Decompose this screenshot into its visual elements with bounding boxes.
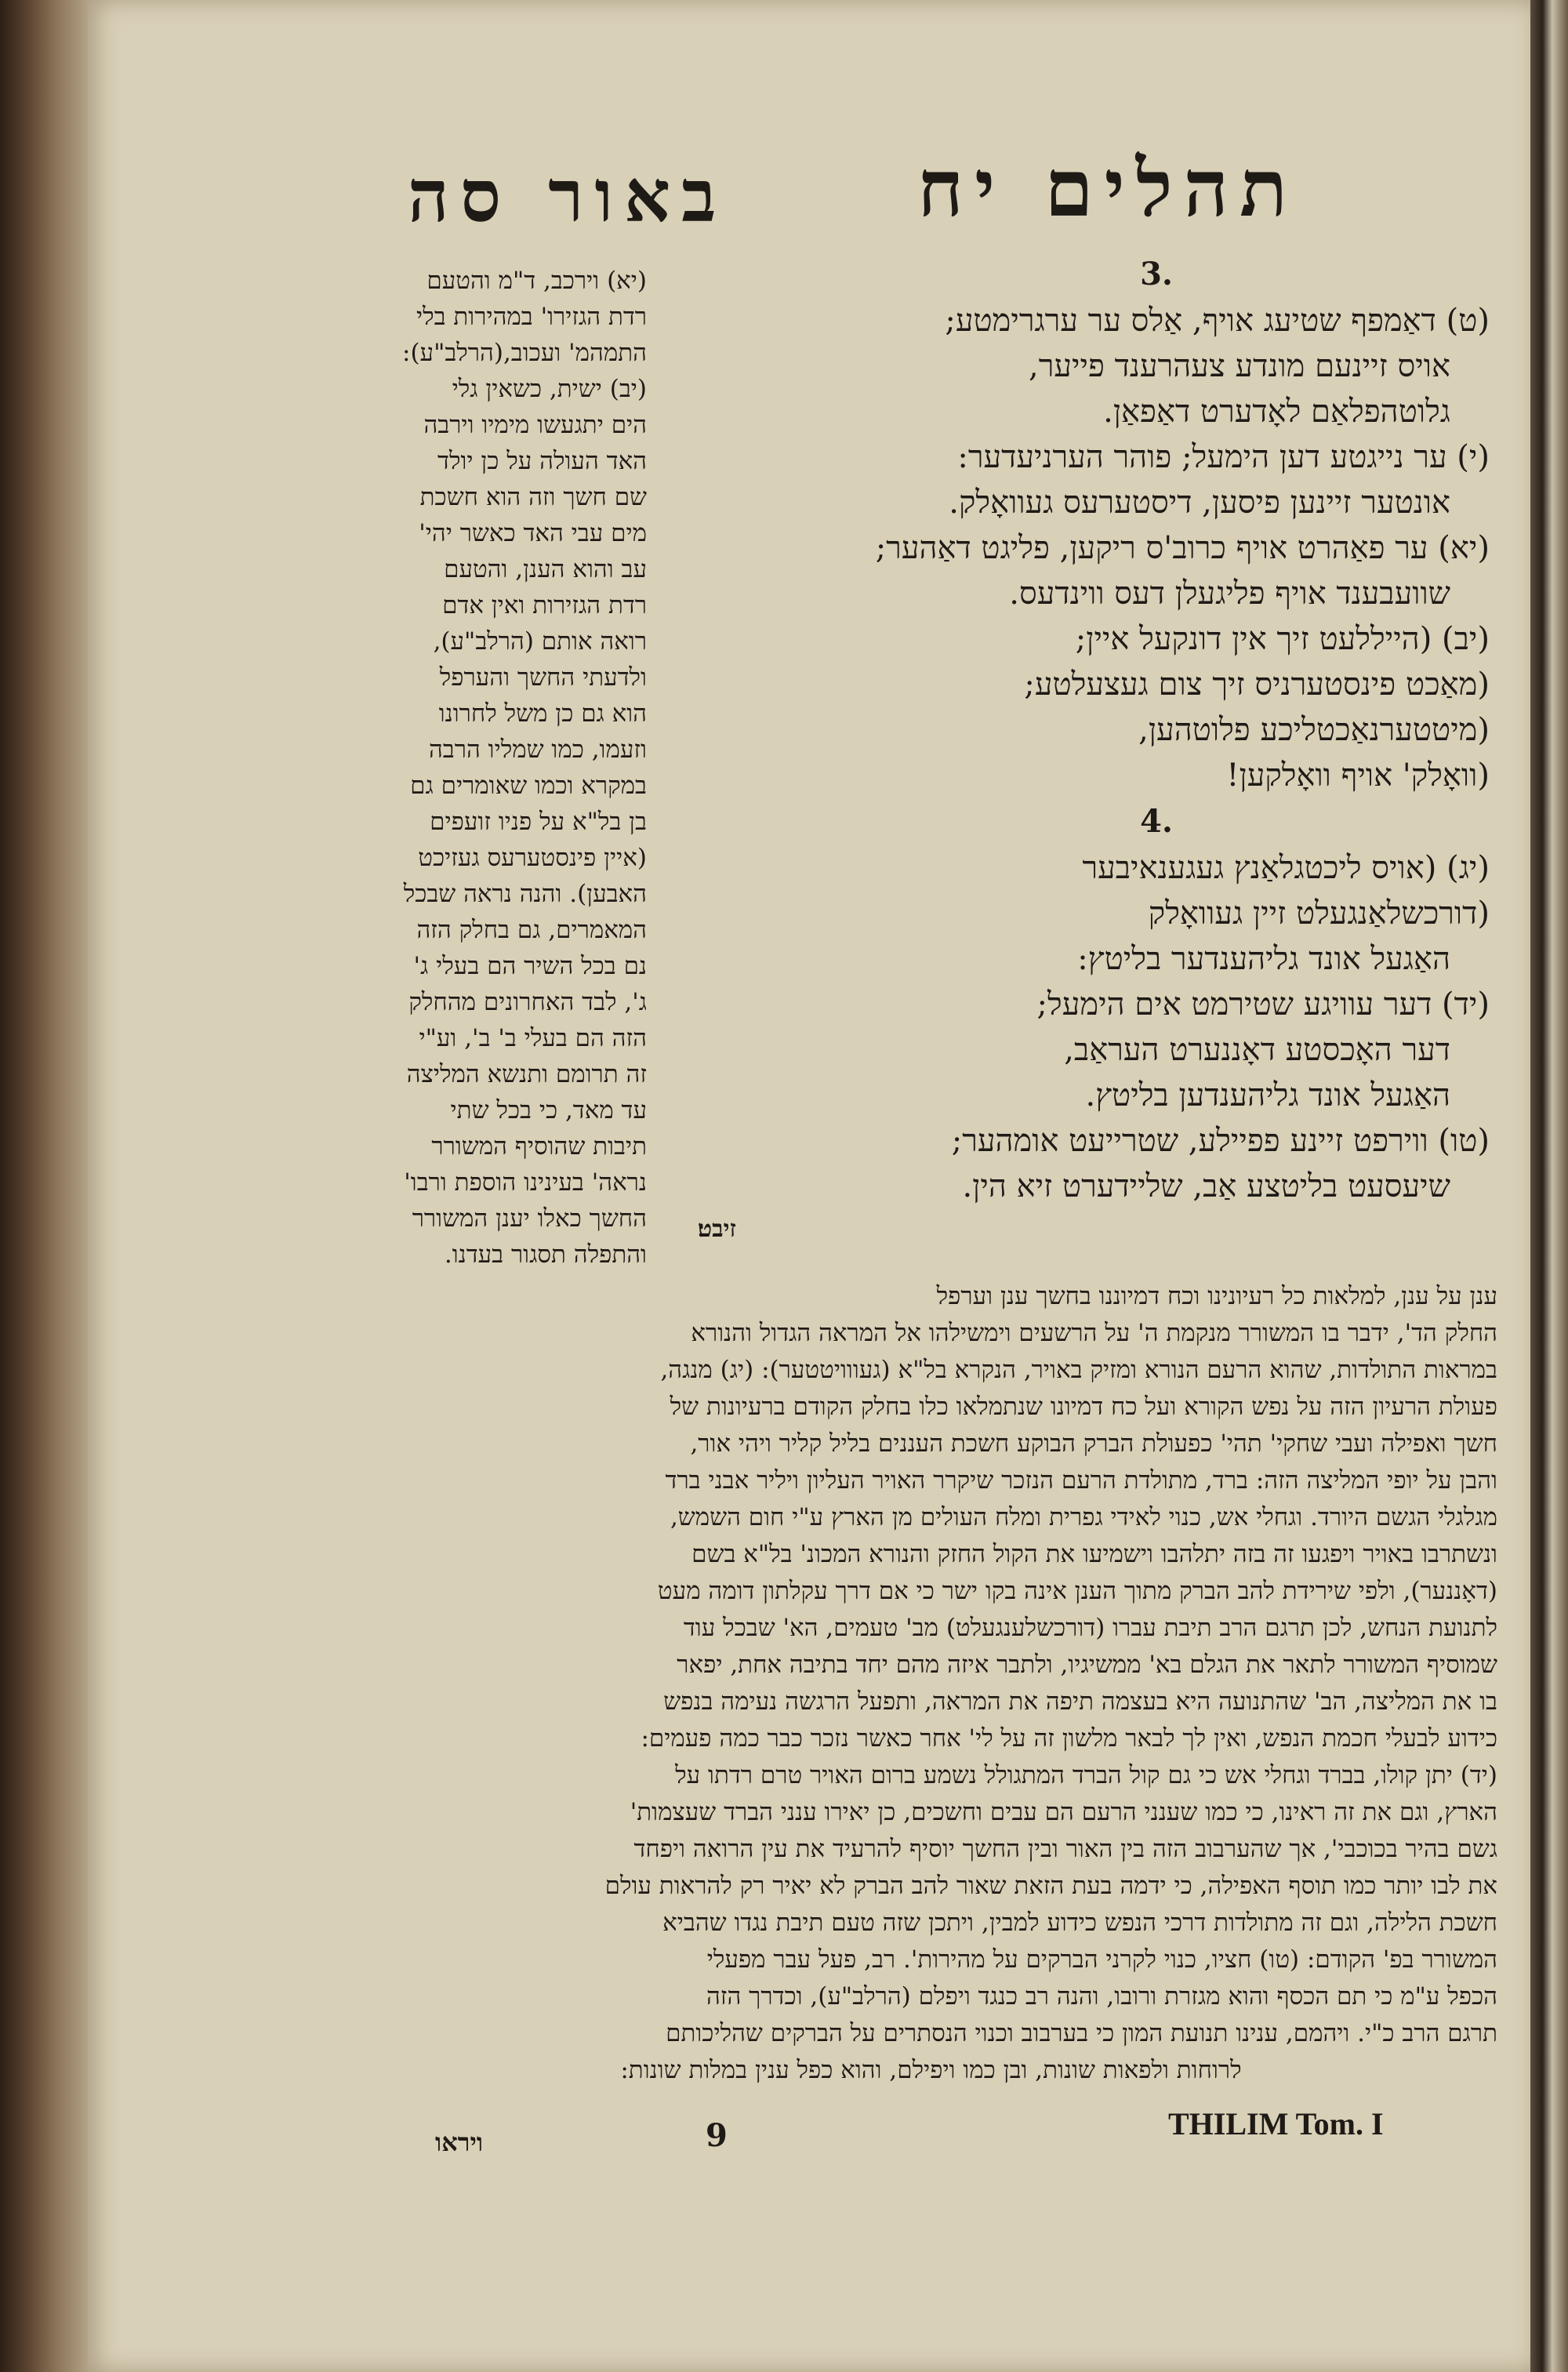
text-line	[365, 479, 647, 515]
text-line-content: המשורר בפ' הקודם: (טו) חציו, כנוי לקרני הברקים על מהירות'. רב, פעל עבר מפעלי	[706, 1945, 1497, 1974]
text-line-content: שיעסעט בליטצע אַב, שליידערט זיא הין.	[962, 1168, 1450, 1204]
text-line-content: (יא) וירכב, ד"מ והטעם	[426, 267, 647, 295]
text-line	[365, 948, 647, 984]
text-line	[365, 2015, 1497, 2052]
text-line-content: האבען). והנה נראה שבכל	[403, 880, 647, 908]
text-line	[365, 840, 647, 876]
text-line-content: שמוסיף המשורר לתאר את הגלם בא' ממשיגיו, ולתבר איזה מהם יחד בתיבה אחת, יפאר	[677, 1651, 1497, 1679]
text-line	[365, 407, 647, 443]
text-line-content: (וואָלק' אויף וואָלקען!	[1226, 757, 1490, 794]
text-line-content: תיבות שהוסיף המשורר	[431, 1132, 647, 1161]
catchword: זיבט׃	[698, 1215, 736, 1243]
text-line-content: חשכת הלילה, וגם זה מתולדות דרכי הנפש כידוע למבין, ויתכן שזה טעם תיבת נגדו שהביא	[662, 1909, 1497, 1937]
text-line-content: רדת הגזירו' במהירות בלי	[416, 303, 647, 331]
text-line	[365, 623, 647, 659]
text-line-content: את לבו יותר כמו תוסף האפילה, כי ידמה בעת הזאת שאור להב הברק לא יאיר רק להראות עולם	[604, 1872, 1497, 1900]
text-line	[365, 1684, 1497, 1720]
text-line-content: (יא) ער פאַהרט אויף כרוב'ס ריקען, פליגט דאַהער;	[875, 530, 1490, 566]
text-line	[365, 515, 647, 551]
text-line	[823, 982, 1490, 1027]
text-line-content: עד מאד, כי בכל שתי	[450, 1096, 647, 1124]
text-line-content: זה תרומם ותנשא המליצה	[406, 1060, 647, 1088]
text-line-content: האד העולה על כן יולד	[437, 447, 647, 475]
text-line-content: (י) ער נייגטע דען הימעל; פוהר הערניעדער:	[957, 439, 1490, 475]
text-line	[365, 335, 647, 371]
text-line	[365, 1278, 1497, 1315]
text-line	[823, 1118, 1490, 1164]
text-line	[823, 389, 1490, 434]
text-line	[823, 707, 1490, 753]
text-line	[823, 525, 1490, 571]
text-line-content: אויס זיינעם מונדע צעהרענד פייער,	[1029, 348, 1450, 384]
text-line-content: הים יתגעשו מימיו וירבה	[423, 411, 647, 439]
text-line-content: (דאָננער), ולפי שירידת להב הברק מתוך הענן אינה בקו ישר כי אם דרך עקלתון דומה מעט	[657, 1577, 1497, 1605]
text-line	[365, 804, 647, 840]
text-line	[365, 371, 647, 407]
text-line-content: רואה אותם (הרלב"ע),	[433, 627, 647, 656]
text-line	[365, 696, 647, 732]
text-line-content: (יד) דער עוויגע שטירמט אים הימעל;	[1036, 986, 1490, 1023]
text-line-content: פעולת הרעיון הזה על נפש הקורא ועל כח דמיונו שנתמלאו כלו בחלק הקודם ברעיונות של	[670, 1393, 1497, 1421]
text-line-content: מים עבי האד כאשר יהי'	[419, 519, 647, 547]
text-line	[365, 1831, 1497, 1868]
text-line-content: בו את המליצה, הב' שהתנועה היא בעצמה תיפה את המראה, ותפעל הרגשה נעימה בנפש	[663, 1687, 1497, 1716]
text-line	[365, 768, 647, 804]
text-line	[365, 1164, 647, 1201]
text-line	[823, 662, 1490, 707]
text-line-content: המאמרים, גם בחלק הזה	[416, 916, 647, 944]
text-line	[365, 1905, 1497, 1942]
text-line	[365, 1573, 1497, 1610]
text-line	[365, 659, 647, 696]
text-line-content: (ט) דאַמפף שטיעג אויף, אַלס ער ערגרימטע;	[945, 303, 1490, 339]
text-line-content: התמהמ' ועכוב,(הרלב"ע):	[402, 339, 647, 367]
section-number: 3.	[1140, 256, 1173, 292]
text-line-content: שם חשך וזה הוא חשכת	[419, 483, 647, 511]
text-line-content: מגלגלי הגשם היורד. וגחלי אש, כנוי לאידי גפרית ומלח העולים מן הארץ ע"י חום השמש,	[670, 1503, 1497, 1531]
text-line-content: במראות התולדות, שהוא הרעם הנורא ומזיק באויר, הנקרא בל"א (געווויטטער): (יג) מנגה,	[660, 1356, 1497, 1384]
text-line-content: (יד) יתן קולו, בברד וגחלי אש כי גם קול הברד המתגולל נשמע ברום האויר טרם רדתו על	[675, 1761, 1497, 1789]
text-line	[365, 1315, 1497, 1352]
signature-mark: THILIM Tom. I	[1168, 2106, 1384, 2141]
text-line	[365, 1237, 647, 1273]
text-line	[365, 1462, 1497, 1499]
text-line	[365, 1757, 1497, 1794]
text-line	[823, 434, 1490, 480]
footer-catchword: ויראו	[435, 2127, 484, 2157]
text-line	[365, 1128, 647, 1164]
text-line-content: חשך ואפילה ועבי שחקי' תהי' כפעולת הברק הבוקע חשכת העננים בליל קליר ויהי אור,	[690, 1429, 1497, 1458]
text-line-content: ולדעתי החשך והערפל	[439, 663, 647, 692]
text-line	[823, 616, 1490, 662]
text-line-content: דער האָכסטע דאָננערט העראַב,	[1064, 1032, 1450, 1068]
text-line-content: (טו) ווירפט זיינע פפיילע, שטרייעט אומהער;	[951, 1123, 1490, 1159]
text-line	[365, 984, 647, 1020]
verse-block-1	[823, 298, 1490, 798]
text-line-content: (יב) ישית, כשאין גלי	[452, 375, 647, 403]
book-edge-left	[0, 0, 93, 2372]
text-line	[823, 753, 1490, 798]
text-line	[365, 551, 647, 587]
text-line-content: הוא גם כן משל לחרונו	[438, 699, 647, 728]
text-line-content: וזעמו, כמו שמליו הרבה	[428, 736, 647, 764]
text-line-content: תרגם הרב כ"י. ויהמם, ענינו תנועת המון כי בערבוב וכנוי הנסתרים על הברקים שהליכותם	[666, 2019, 1497, 2047]
text-line	[365, 1056, 647, 1092]
text-line	[823, 936, 1490, 982]
text-line-content: הזה הם בעלי ב' ב', וע"י	[419, 1024, 647, 1052]
text-line	[365, 1389, 1497, 1426]
text-line	[365, 1092, 647, 1128]
verse-block-2	[823, 845, 1490, 1209]
text-line-content: האַגעל אונד גליהענדער בליטץ:	[1077, 941, 1450, 977]
text-line-content: (יב) (הייללעט זיך אין דונקעל איין;	[1075, 621, 1490, 657]
text-line	[365, 876, 647, 912]
commentary-heading: באור סה	[408, 154, 728, 238]
text-line-content: הכפל ע"מ כי תם הכסף והוא מגזרת ורובו, והנה רב כנגד ויפלם (הרלב"ע), וכדרך הזה	[706, 1982, 1497, 2011]
text-line	[365, 732, 647, 768]
text-line	[365, 2052, 1497, 2089]
text-line-content: שוועבענד אויף פליגעלן דעס ווינדעס.	[1009, 576, 1450, 612]
text-line	[365, 263, 647, 299]
text-line	[365, 1610, 1497, 1647]
text-line	[365, 1536, 1497, 1573]
text-line	[365, 299, 647, 335]
text-line-content: (יג) (אויס ליכטגלאַנץ געגענאיבער	[1082, 850, 1490, 886]
text-line-content: החשך כאלו יענן המשורר	[412, 1204, 647, 1233]
text-line-content: האַגעל אונד גליהענדען בליטץ.	[1085, 1077, 1450, 1113]
text-line	[365, 1020, 647, 1056]
text-line	[365, 1868, 1497, 1905]
text-line-content: ג', לבד האחרונים מהחלק	[408, 988, 647, 1016]
verse-column	[823, 251, 1490, 1209]
text-line-content: גלוטהפלאַם לאָדערט דאַפאַן.	[1103, 394, 1450, 430]
text-line	[365, 1352, 1497, 1389]
text-line	[365, 1720, 1497, 1757]
text-line-content: (איין פינסטערעס געזיכט	[418, 844, 647, 872]
text-line-content: נם בכל השיר הם בעלי ג'	[413, 952, 647, 980]
text-line	[365, 1499, 1497, 1536]
text-line-content: (מיטטערנאַכטליכע פלוטהען,	[1138, 712, 1490, 748]
text-line	[823, 1027, 1490, 1073]
book-edge-right	[1529, 0, 1568, 2372]
text-line-content: אונטער זיינען פיסען, דיסטערעס געוואָלק.	[949, 485, 1450, 521]
text-line	[365, 1647, 1497, 1684]
text-line	[823, 845, 1490, 891]
text-line	[365, 1978, 1497, 2015]
text-line	[823, 571, 1490, 616]
text-line	[823, 1073, 1490, 1118]
text-line-content: החלק הד', ידבר בו המשורר מנקמת ה' על הרשעים וימשילהו אל המראה הגדול והנורא	[691, 1319, 1497, 1347]
text-line	[365, 1426, 1497, 1462]
text-line	[365, 443, 647, 479]
text-line	[823, 1164, 1490, 1209]
text-line-content: גשם בהיר בכוכבי', אך שהערבוב הזה בין האור ובין החשך יוסיף להרעיד את עין הרואה ויפחד	[633, 1835, 1497, 1863]
text-line	[365, 1942, 1497, 1978]
text-line-content: נראה' בעינינו הוספת ורבו'	[404, 1168, 647, 1197]
text-line-content: בן בל"א על פניו זועפים	[430, 808, 647, 836]
text-line-content: ונשתרבו באויר ויפגעו זה בזה יתלהבו וישמיעו את הקול החזק והנורא המכונ' בל"א בשם	[691, 1540, 1497, 1568]
text-line	[365, 1794, 1497, 1831]
text-line-content: (מאַכט פינסטערניס זיך צום געצעלטע;	[1024, 667, 1490, 703]
section-number: 4.	[1140, 803, 1173, 840]
text-line	[823, 480, 1490, 525]
commentary-column	[365, 263, 647, 1273]
psalm-heading: תהלים יח	[917, 142, 1299, 234]
text-line-content: לתנועת הנחש, לכן תרגם הרב תיבת עברו (דורכשלענגעלט) מב' טעמים, הא' שבכל עוד	[683, 1614, 1497, 1642]
text-line	[823, 343, 1490, 389]
text-line	[823, 891, 1490, 936]
text-line-content: לרוחות ולפאות שונות, ובן כמו ויפילם, והוא כפל ענין במלות שונות:	[620, 2056, 1242, 2084]
text-line	[365, 587, 647, 623]
text-line-content: במקרא וכמו שאומרים גם	[410, 772, 647, 800]
text-line-content: והבן על יופי המליצה הזה: ברד, מתולדת הרעם הנזכר שיקרר האויר העליון ויליר אבני ברד	[665, 1466, 1497, 1495]
text-line	[365, 1201, 647, 1237]
commentary-full	[365, 1278, 1497, 2089]
text-line	[823, 298, 1490, 343]
text-line	[365, 912, 647, 948]
text-line-content: עב והוא הענן, והטעם	[444, 555, 647, 583]
text-line-content: רדת הגזירות ואין אדם	[442, 591, 647, 619]
text-line-content: כידוע לבעלי חכמת הנפש, ואין לך לבאר מלשון זה על לי' אחר כאשר נזכר כבר כמה פעמים:	[641, 1724, 1497, 1753]
text-line-content: ענן על ענן, למלאות כל רעיונינו וכח דמיוננו בחשך ענן וערפל	[936, 1282, 1497, 1310]
text-line-content: הארץ, וגם את זה ראינו, כי כמו שענני הרעם הם עבים וחשכים, כן יאירו ענני הברד שעצמות'	[630, 1798, 1497, 1826]
text-line-content: (דורכשלאַנגעלט זיין געוואָלק	[1148, 895, 1490, 932]
page-number: 9	[706, 2117, 728, 2154]
text-line-content: והתפלה תסגור בעדנו.	[444, 1240, 647, 1269]
